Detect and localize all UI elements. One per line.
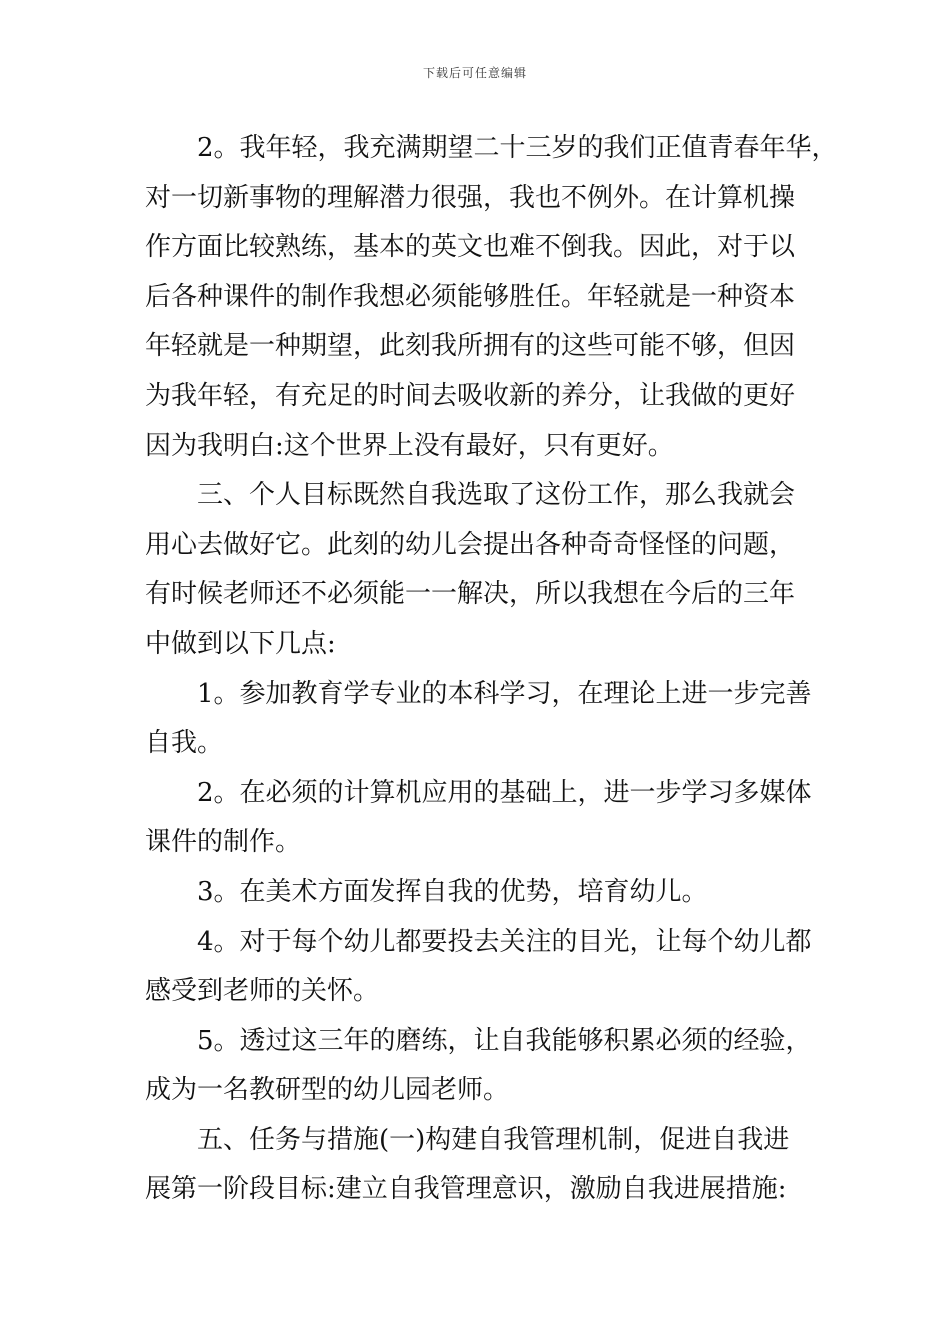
document-body <box>145 124 838 1215</box>
text-line: 对一切新事物的理解潜力很强，我也不例外。在计算机操 <box>145 182 796 213</box>
text-line: 年轻就是一种期望，此刻我所拥有的这些可能不够，但因 <box>145 331 796 362</box>
text-line: 中做到以下几点: <box>145 628 336 659</box>
text-line: 3。在美术方面发挥自我的优势，培育幼儿。 <box>197 876 708 907</box>
text-line: 自我。 <box>145 728 224 759</box>
text-line: 课件的制作。 <box>145 827 302 858</box>
text-line: 感受到老师的关怀。 <box>145 976 380 1007</box>
text-line: 有时候老师还不必须能一一解决，所以我想在今后的三年 <box>145 579 796 610</box>
text-line: 2。在必须的计算机应用的基础上，进一步学习多媒体 <box>197 777 812 808</box>
text-line: 5。透过这三年的磨练，让自我能够积累必须的经验， <box>197 1025 812 1056</box>
text-line: 为我年轻，有充足的时间去吸收新的养分，让我做的更好 <box>145 380 796 411</box>
text-line: 因为我明白:这个世界上没有最好，只有更好。 <box>145 430 674 461</box>
text-line: 三、个人目标既然自我选取了这份工作，那么我就会 <box>197 480 796 511</box>
text-line: 五、任务与措施(一)构建自我管理机制，促进自我进 <box>197 1124 790 1155</box>
text-line: 后各种课件的制作我想必须能够胜任。年轻就是一种资本 <box>145 281 796 312</box>
text-line: 成为一名教研型的幼儿园老师。 <box>145 1075 510 1106</box>
text-line: 用心去做好它。此刻的幼儿会提出各种奇奇怪怪的问题， <box>145 529 796 560</box>
text-line: 1。参加教育学专业的本科学习，在理论上进一步完善 <box>197 678 812 709</box>
text-line: 展第一阶段目标:建立自我管理意识，激励自我进展措施: <box>145 1174 787 1205</box>
text-line: 4。对于每个幼儿都要投去关注的目光，让每个幼儿都 <box>197 926 812 957</box>
text-line: 作方面比较熟练，基本的英文也难不倒我。因此，对于以 <box>145 232 796 263</box>
text-line: 2。我年轻，我充满期望二十三岁的我们正值青春年华， <box>197 133 838 163</box>
header-note: 下载后可任意编辑 <box>422 66 527 80</box>
